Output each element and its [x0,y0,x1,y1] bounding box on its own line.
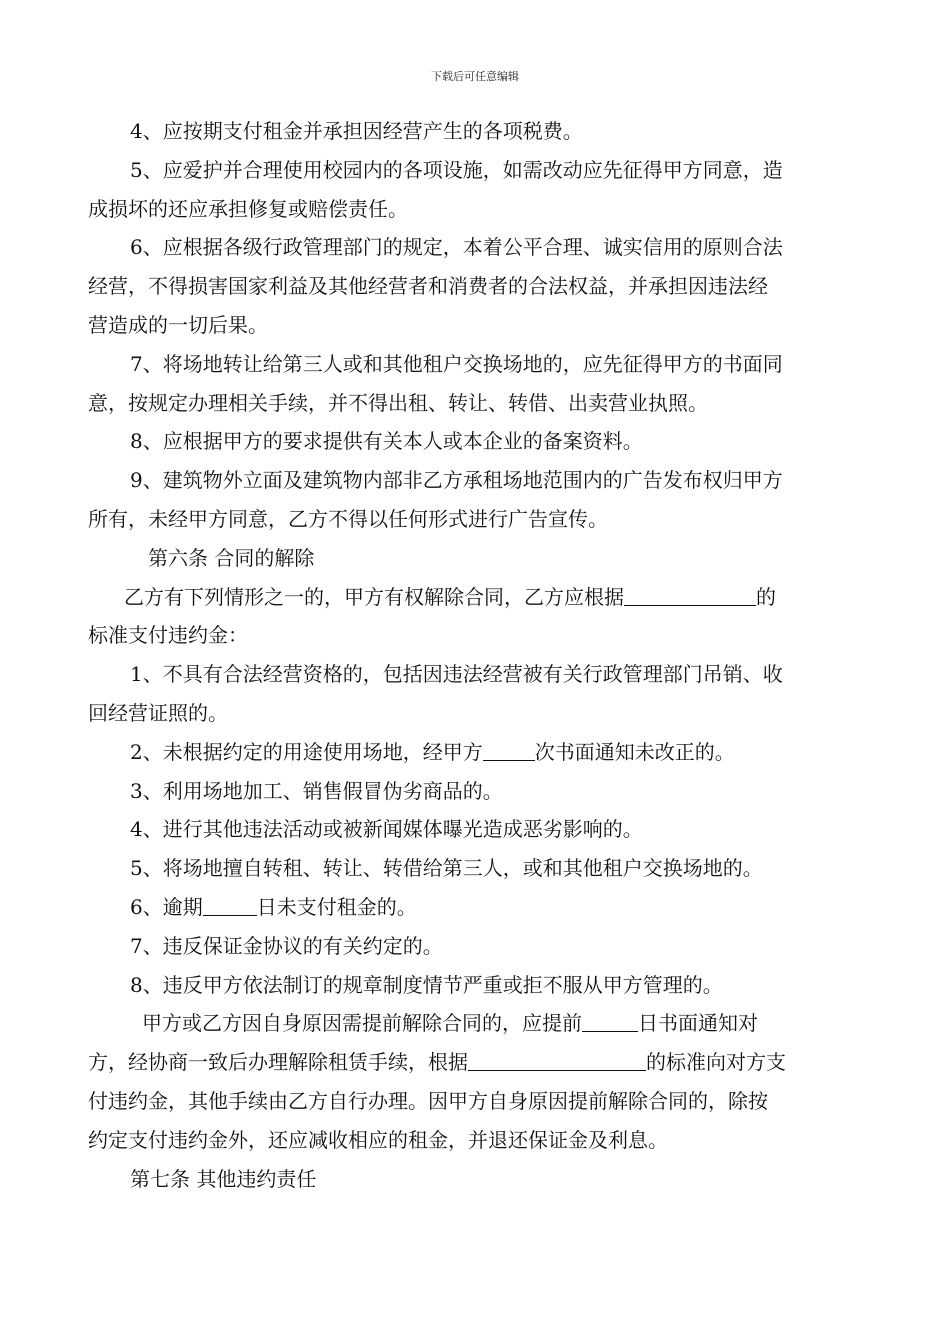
early-termination-text-a: 甲方或乙方因自身原因需提前解除合同的，应提前 [142,1011,582,1036]
termination-2 [88,733,858,772]
clause-6-line1: 6、应根据各级行政管理部门的规定，本着公平合理、诚实信用的原则合法 [130,235,783,260]
notice-count-blank[interactable] [483,740,535,761]
termination-6-text-a: 6、逾期 [130,894,203,919]
penalty-basis-blank[interactable] [468,1050,646,1071]
clause-8: 8、应根据甲方的要求提供有关本人或本企业的备案资料。 [130,429,643,454]
clause-6-line2: 经营，不得损害国家利益及其他经营者和消费者的合法权益，并承担因违法经 [88,274,768,299]
termination-7: 7、违反保证金协议的有关约定的。 [130,933,443,958]
section-6-title: 第六条 合同的解除 [148,545,315,570]
section-6-intro [88,578,858,617]
termination-6 [88,888,858,927]
termination-6-text-b: 日未支付租金的。 [256,894,417,919]
early-termination-line3: 付违约金，其他手续由乙方自行办理。因甲方自身原因提前解除合同的，除按 [88,1088,768,1113]
section-6-intro-line2: 标准支付违约金： [88,623,248,648]
early-termination-text-b: 日书面通知对 [638,1011,758,1036]
penalty-standard-blank[interactable] [624,585,756,606]
clause-5-line1: 5、应爱护并合理使用校园内的各项设施，如需改动应先征得甲方同意，造 [130,157,783,182]
clause-9-line1: 9、建筑物外立面及建筑物内部非乙方承租场地范围内的广告发布权归甲方 [130,468,783,493]
early-termination-line1 [88,1004,858,1043]
termination-1-line2: 回经营证照的。 [88,700,228,725]
early-termination-line2-a: 方，经协商一致后办理解除租赁手续，根据 [88,1050,468,1075]
termination-5: 5、将场地擅自转租、转让、转借给第三人，或和其他租户交换场地的。 [130,856,763,881]
intro-text-b: 的 [756,584,776,609]
intro-text-a: 乙方有下列情形之一的，甲方有权解除合同，乙方应根据 [124,584,624,609]
early-termination-line2 [88,1043,858,1082]
termination-2-text-a: 2、未根据约定的用途使用场地，经甲方 [130,739,483,764]
termination-1-line1: 1、不具有合法经营资格的，包括因违法经营被有关行政管理部门吊销、收 [130,662,783,687]
page-header-note: 下载后可任意编辑 [431,70,519,83]
termination-8: 8、违反甲方依法制订的规章制度情节严重或拒不服从甲方管理的。 [130,972,723,997]
early-termination-line2-b: 的标准向对方支 [646,1050,786,1075]
section-7-title: 第七条 其他违约责任 [130,1166,317,1191]
overdue-days-blank[interactable] [203,895,257,916]
clause-7-line2: 意，按规定办理相关手续，并不得出租、转让、转借、出卖营业执照。 [88,390,708,415]
notice-days-blank[interactable] [582,1011,638,1032]
clause-9-line2: 所有，未经甲方同意，乙方不得以任何形式进行广告宣传。 [88,506,608,531]
termination-2-text-b: 次书面通知未改正的。 [534,739,735,764]
clause-5-line2: 成损坏的还应承担修复或赔偿责任。 [88,196,408,221]
termination-3: 3、利用场地加工、销售假冒伪劣商品的。 [130,778,503,803]
clause-6-line3: 营造成的一切后果。 [88,312,268,337]
contract-body [88,112,858,1198]
early-termination-line4: 约定支付违约金外，还应减收相应的租金，并退还保证金及利息。 [88,1127,668,1152]
clause-7-line1: 7、将场地转让给第三人或和其他租户交换场地的，应先征得甲方的书面同 [130,351,783,376]
termination-4: 4、进行其他违法活动或被新闻媒体曝光造成恶劣影响的。 [130,817,643,842]
clause-4: 4、应按期支付租金并承担因经营产生的各项税费。 [130,119,583,143]
